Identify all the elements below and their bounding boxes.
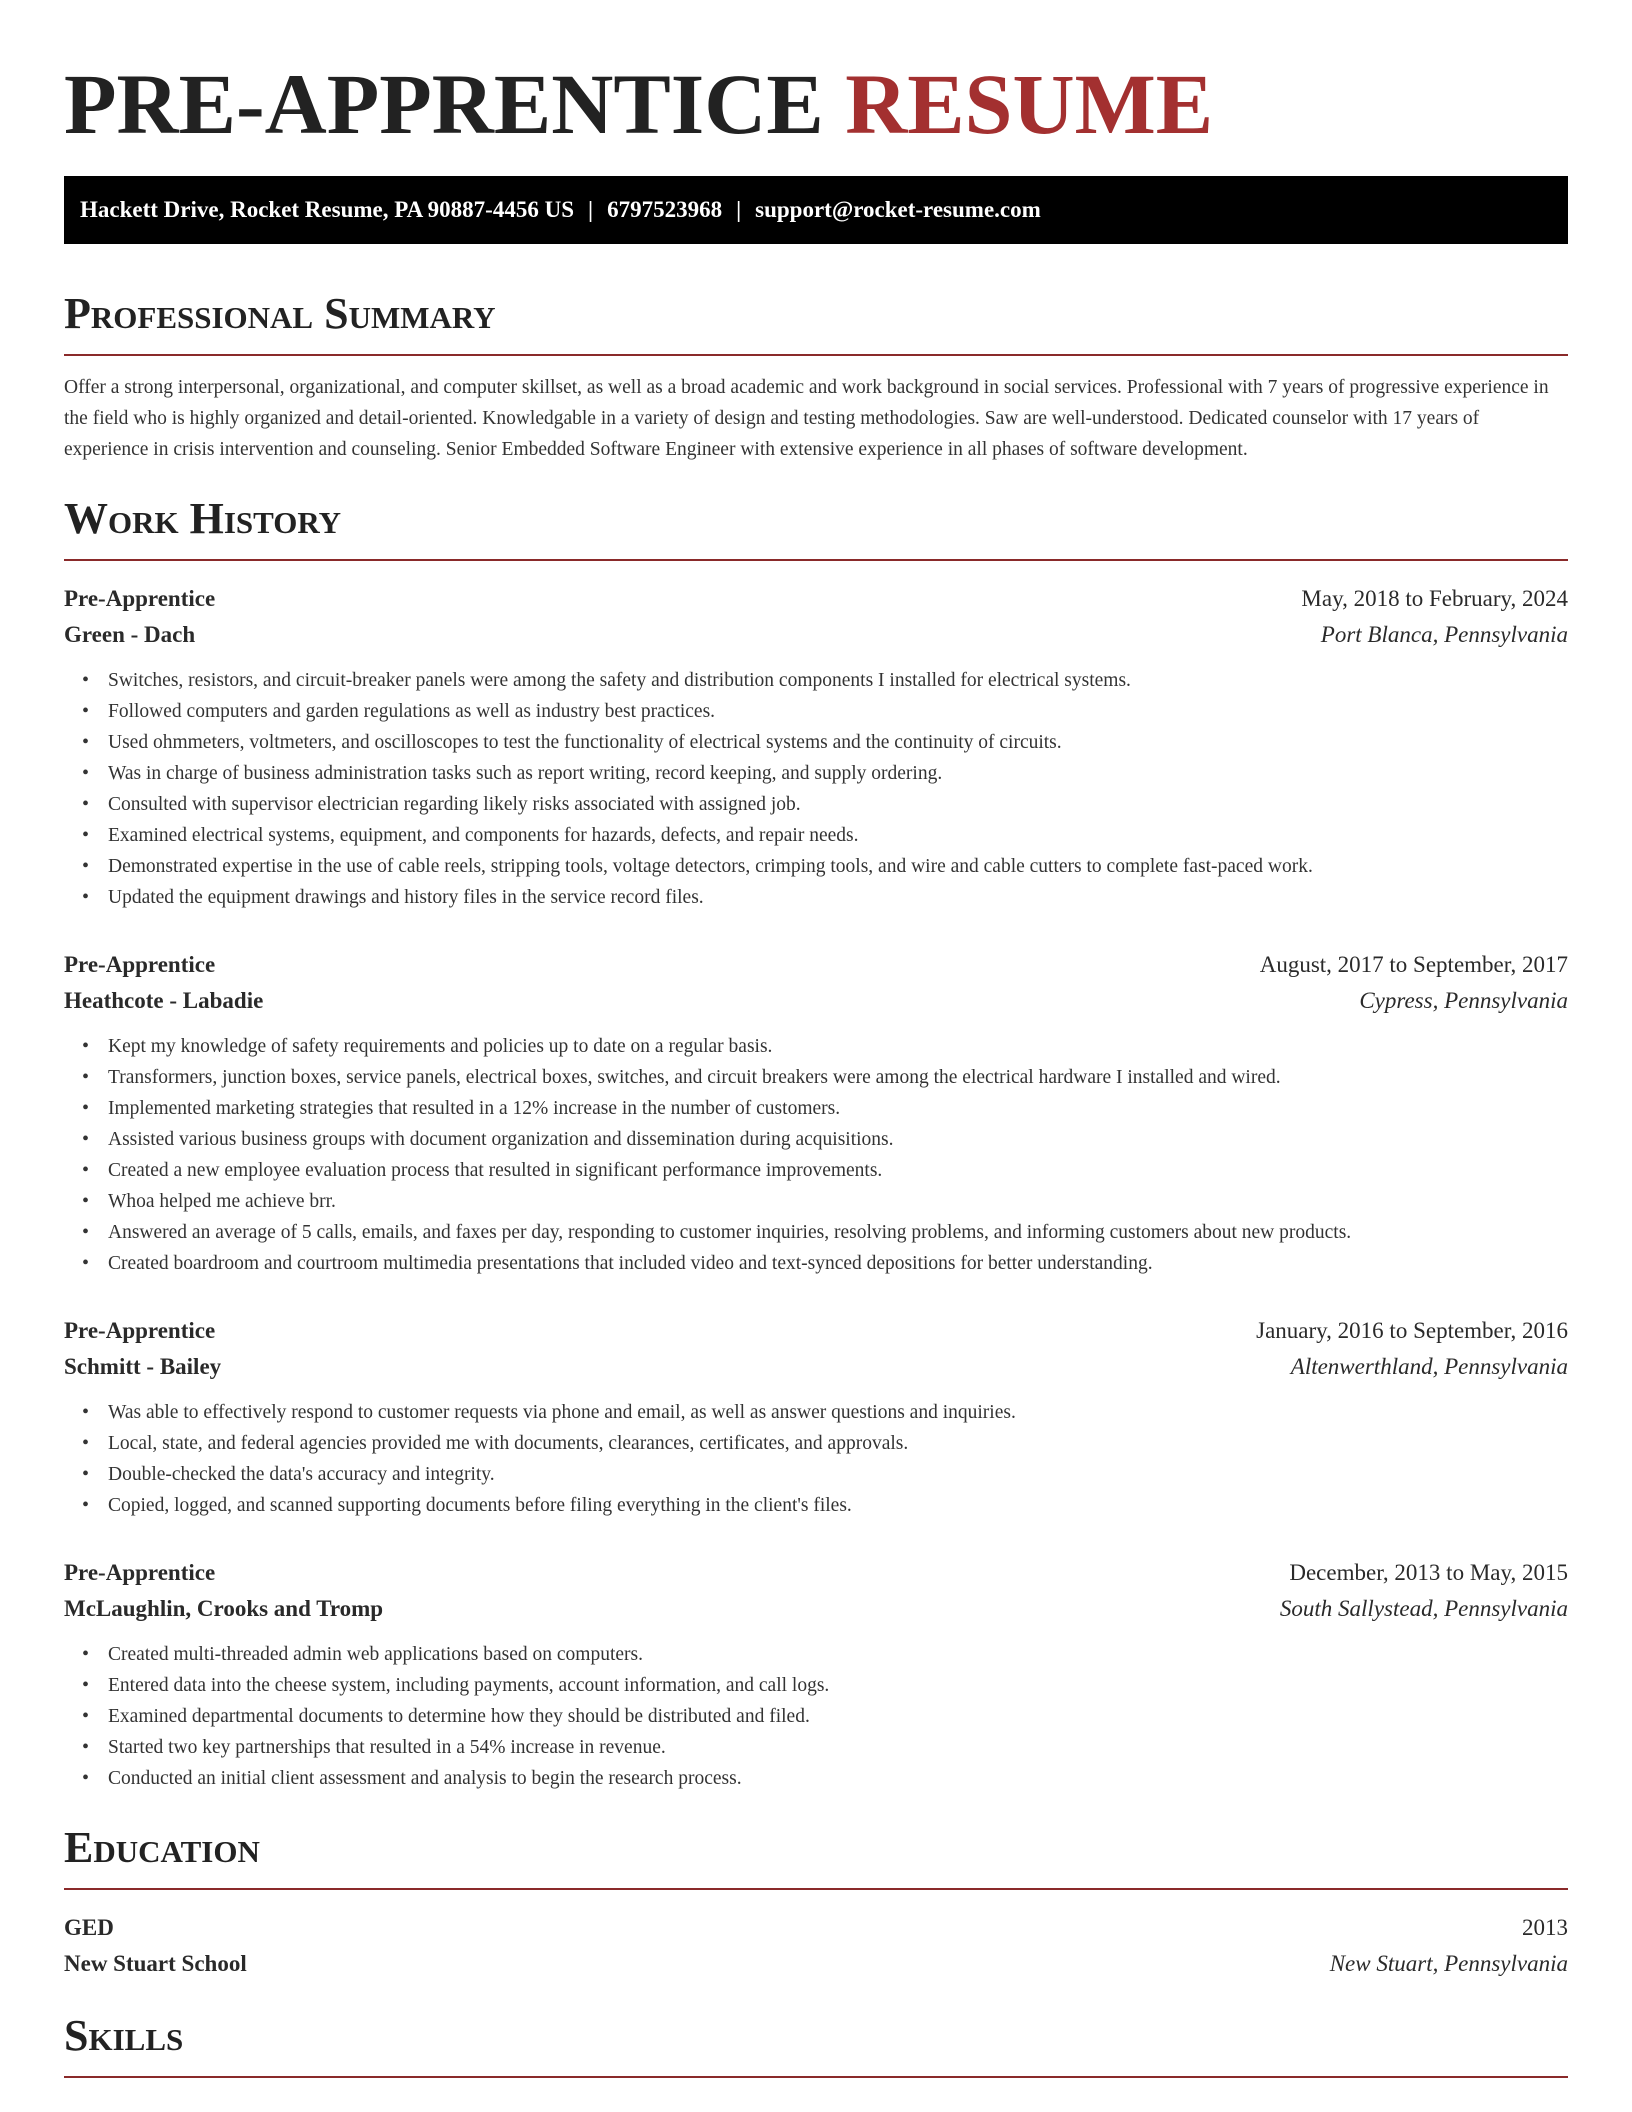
skills-heading: Skills [64, 2010, 1568, 2078]
contact-phone: 6797523968 [607, 197, 723, 222]
job-entry [64, 947, 1568, 1279]
job-company-row [64, 1591, 1568, 1627]
job-bullets [64, 1397, 1568, 1521]
title-accent: RESUME [845, 56, 1214, 152]
job-bullet: • Answered an average of 5 calls, emails, and faxes per day, responding to customer inquiries, resolving problems, and informing customers about new products. [108, 1217, 1568, 1248]
job-bullet: • Examined electrical systems, equipment, and components for hazards, defects, and repair needs. [108, 820, 1568, 851]
job-bullet: • Demonstrated expertise in the use of cable reels, stripping tools, voltage detectors, crimping tools, and wire and cable cutters to complete fast-paced work. [108, 851, 1568, 882]
job-dates: December, 2013 to May, 2015 [1289, 1560, 1568, 1585]
job-title: Pre-Apprentice [64, 1318, 216, 1343]
job-bullet: • Created a new employee evaluation process that resulted in significant performance improvements. [108, 1155, 1568, 1186]
job-bullets [64, 665, 1568, 913]
contact-bar [64, 176, 1568, 244]
resume-title [64, 56, 1568, 152]
job-entry [64, 1555, 1568, 1794]
job-bullet: • Updated the equipment drawings and history files in the service record files. [108, 882, 1568, 913]
job-bullet: • Was in charge of business administration tasks such as report writing, record keeping, and supply ordering. [108, 758, 1568, 789]
education-entry [64, 1910, 1568, 1982]
job-location: Altenwerthland, Pennsylvania [1290, 1354, 1568, 1379]
education-degree-row [64, 1910, 1568, 1946]
contact-email[interactable]: support@rocket-resume.com [755, 197, 1041, 222]
work-history-heading: Work History [64, 493, 1568, 561]
job-bullet: • Created multi-threaded admin web applications based on computers. [108, 1639, 1568, 1670]
job-bullet: • Whoa helped me achieve brr. [108, 1186, 1568, 1217]
job-bullet: • Double-checked the data's accuracy and integrity. [108, 1459, 1568, 1490]
education-heading: Education [64, 1822, 1568, 1890]
job-location: Cypress, Pennsylvania [1359, 988, 1568, 1013]
job-bullet: • Local, state, and federal agencies provided me with documents, clearances, certificates, and approvals. [108, 1428, 1568, 1459]
job-location: South Sallystead, Pennsylvania [1279, 1596, 1568, 1621]
job-bullet: • Transformers, junction boxes, service panels, electrical boxes, switches, and circuit breakers were among the electrical hardware I installed and wired. [108, 1062, 1568, 1093]
job-bullet: • Was able to effectively respond to customer requests via phone and email, as well as answer questions and inquiries. [108, 1397, 1568, 1428]
job-bullet: • Created boardroom and courtroom multimedia presentations that included video and text-synced depositions for better understanding. [108, 1248, 1568, 1279]
job-company-row [64, 983, 1568, 1019]
job-company-row [64, 617, 1568, 653]
job-dates: May, 2018 to February, 2024 [1301, 586, 1568, 611]
education-school-row [64, 1946, 1568, 1982]
job-entry [64, 1313, 1568, 1521]
job-bullet: • Examined departmental documents to determine how they should be distributed and filed. [108, 1701, 1568, 1732]
education-location: New Stuart, Pennsylvania [1329, 1951, 1568, 1976]
summary-heading: Professional Summary [64, 288, 1568, 356]
education-year: 2013 [1522, 1915, 1568, 1940]
job-company: McLaughlin, Crooks and Tromp [64, 1596, 384, 1621]
job-title: Pre-Apprentice [64, 1560, 216, 1585]
job-bullet: • Implemented marketing strategies that resulted in a 12% increase in the number of customers. [108, 1093, 1568, 1124]
job-bullet: • Switches, resistors, and circuit-breaker panels were among the safety and distribution components I installed for electrical systems. [108, 665, 1568, 696]
job-bullet: • Assisted various business groups with document organization and dissemination during acquisitions. [108, 1124, 1568, 1155]
job-company-row [64, 1349, 1568, 1385]
job-company: Green - Dach [64, 622, 196, 647]
contact-separator: | [736, 197, 742, 222]
job-bullet: • Started two key partnerships that resulted in a 54% increase in revenue. [108, 1732, 1568, 1763]
job-bullet: • Kept my knowledge of safety requirements and policies up to date on a regular basis. [108, 1031, 1568, 1062]
job-title: Pre-Apprentice [64, 586, 216, 611]
job-bullet: • Conducted an initial client assessment and analysis to begin the research process. [108, 1763, 1568, 1794]
job-company: Schmitt - Bailey [64, 1354, 222, 1379]
job-bullets [64, 1639, 1568, 1794]
job-company: Heathcote - Labadie [64, 988, 264, 1013]
job-header-row [64, 1555, 1568, 1591]
job-location: Port Blanca, Pennsylvania [1320, 622, 1568, 647]
education-school: New Stuart School [64, 1951, 247, 1976]
job-dates: August, 2017 to September, 2017 [1259, 952, 1568, 977]
job-header-row [64, 947, 1568, 983]
job-header-row [64, 1313, 1568, 1349]
job-bullet: • Entered data into the cheese system, including payments, account information, and call logs. [108, 1670, 1568, 1701]
contact-address: Hackett Drive, Rocket Resume, PA 90887-4456 US [80, 197, 574, 222]
job-title: Pre-Apprentice [64, 952, 216, 977]
job-dates: January, 2016 to September, 2016 [1256, 1318, 1568, 1343]
job-header-row [64, 581, 1568, 617]
job-entry [64, 581, 1568, 913]
job-bullets [64, 1031, 1568, 1279]
education-degree: GED [64, 1915, 114, 1940]
title-main: PRE-APPRENTICE [64, 56, 824, 152]
job-bullet: • Copied, logged, and scanned supporting documents before filing everything in the client's files. [108, 1490, 1568, 1521]
job-bullet: • Consulted with supervisor electrician regarding likely risks associated with assigned job. [108, 789, 1568, 820]
summary-text: Offer a strong interpersonal, organizational, and computer skillset, as well as a broad academic and work background in social services. Professional with 7 years of progressive experience in the field who is highly organized and detail-oriented. Knowledgable in a variety of design and testing methodologies. Saw are well-understood. Dedicated counselor with 17 years of experience in crisis intervention and counseling. Senior Embedded Software Engineer with extensive experience in all phases of software development. [64, 377, 1549, 460]
job-bullet: • Followed computers and garden regulations as well as industry best practices. [108, 696, 1568, 727]
job-bullet: • Used ohmmeters, voltmeters, and oscilloscopes to test the functionality of electrical systems and the continuity of circuits. [108, 727, 1568, 758]
contact-separator: | [587, 197, 594, 222]
